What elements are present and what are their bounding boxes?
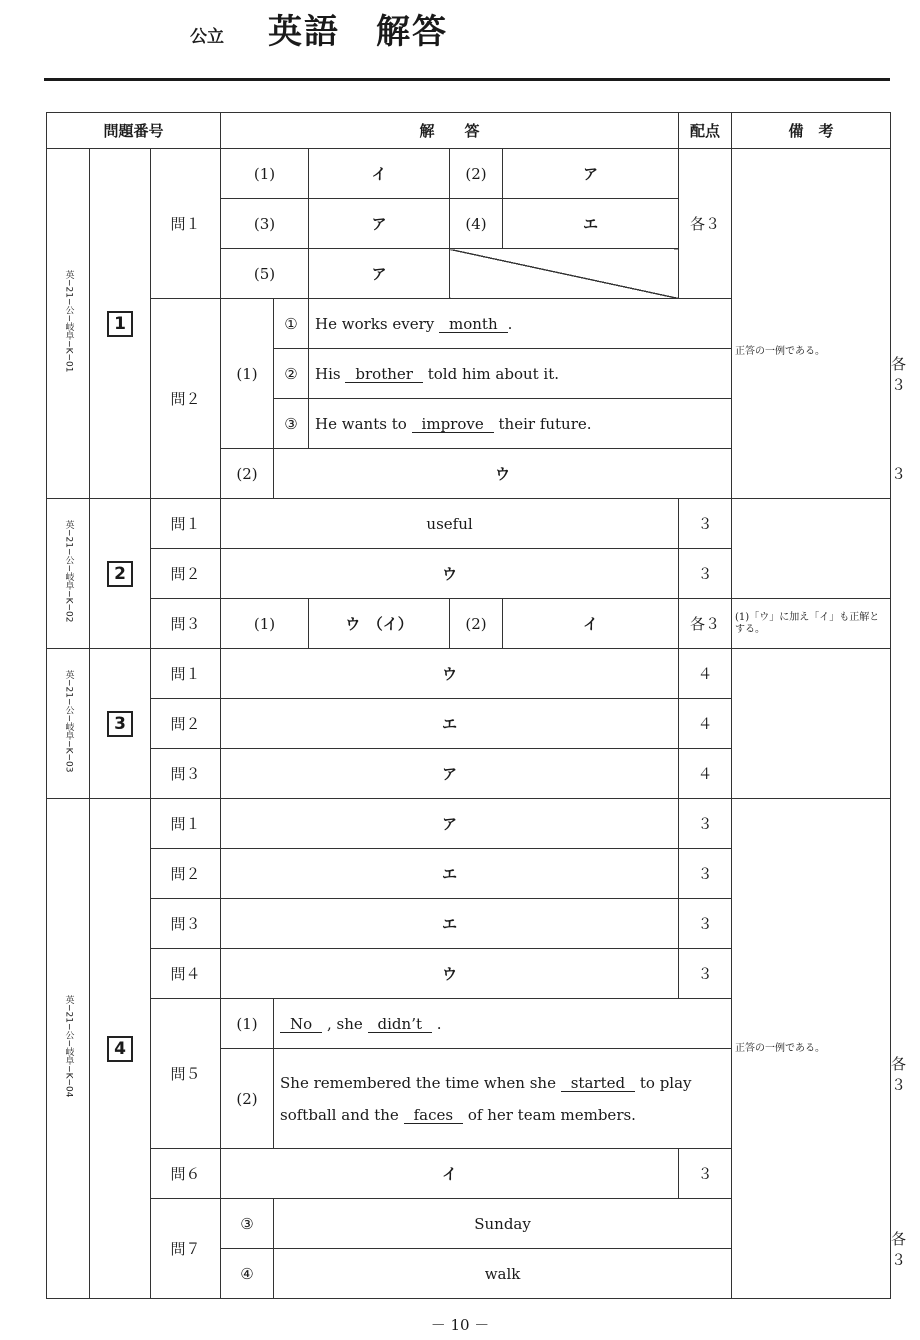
sub-label: 問５ (151, 999, 221, 1149)
answer-cell: ウ (221, 549, 679, 599)
item-number: (1) (221, 299, 274, 449)
item-number: (3) (221, 199, 309, 249)
circle-number: ② (274, 349, 309, 399)
answer-table (46, 112, 907, 1299)
sentence-answer: His brother told him about it. (309, 349, 732, 399)
sub-label: 問７ (151, 1199, 221, 1299)
item-number: (5) (221, 249, 309, 299)
answer-cell: ア (503, 149, 679, 199)
section-code: 英−21−公−岐阜−K−02 (47, 499, 90, 649)
points-cell: ３ (679, 1149, 732, 1199)
question-number: 4 (90, 799, 151, 1299)
item-number: (2) (221, 1049, 274, 1149)
answer-cell: エ (221, 899, 679, 949)
table-row (47, 149, 891, 199)
item-number: (2) (450, 599, 503, 649)
points-cell: 各３ (679, 149, 732, 299)
points-cell: ３ (679, 949, 732, 999)
answer-cell: イ (503, 599, 679, 649)
sub-label: 問１ (151, 799, 221, 849)
answer-cell: Sunday (274, 1199, 732, 1249)
table-row (47, 799, 891, 849)
points-cell: ３ (679, 499, 732, 549)
answer-cell: ウ (221, 649, 679, 699)
question-number: 2 (90, 499, 151, 649)
header-subtitle: 公立 (190, 27, 224, 47)
circle-number: ③ (221, 1199, 274, 1249)
item-number: (1) (221, 149, 309, 199)
item-number: (2) (221, 449, 274, 499)
sub-label: 問３ (151, 599, 221, 649)
answer-cell: エ (221, 699, 679, 749)
sub-label: 問６ (151, 1149, 221, 1199)
answer-cell: ア (309, 249, 450, 299)
sub-label: 問３ (151, 899, 221, 949)
page-number: － 10 － (430, 1316, 490, 1334)
item-number: (1) (221, 599, 309, 649)
sub-label: 問４ (151, 949, 221, 999)
header-title: 英語 解答 (268, 12, 448, 52)
question-number: 3 (90, 649, 151, 799)
paragraph-answer: She remembered the time when she started to play softball and the faces of her team members. (274, 1049, 732, 1149)
table-row: 問７ ③ Sunday 各３ (47, 1199, 891, 1249)
sub-label: 問３ (151, 749, 221, 799)
col-remarks: 備 考 (732, 113, 891, 149)
points-cell: ３ (679, 899, 732, 949)
sub-label: 問１ (151, 649, 221, 699)
points-cell: 各３ (679, 599, 732, 649)
circle-number: ③ (274, 399, 309, 449)
section-code: 英−21−公−岐阜−K−03 (47, 649, 90, 799)
answer-cell: イ (309, 149, 450, 199)
remark-cell (732, 499, 891, 599)
col-answer: 解 答 (221, 113, 679, 149)
points-cell: ３ (679, 849, 732, 899)
remark-cell (732, 649, 891, 799)
sentence-answer: He works every month . (309, 299, 732, 349)
section-code: 英−21−公−岐阜−K−01 (47, 149, 90, 499)
col-number: 問題番号 (47, 113, 221, 149)
answer-cell: ウ （イ） (309, 599, 450, 649)
sentence-answer: No , she didn’t . (274, 999, 732, 1049)
answer-cell: エ (221, 849, 679, 899)
page-header (44, 30, 890, 78)
points-cell: ４ (679, 649, 732, 699)
sub-label: 問２ (151, 699, 221, 749)
table-row: (2) ウ ３ (47, 449, 891, 499)
item-number: (4) (450, 199, 503, 249)
question-number: 1 (90, 149, 151, 499)
answer-cell: ア (221, 749, 679, 799)
blank-diagonal-cell (450, 249, 679, 299)
sub-label: 問２ (151, 549, 221, 599)
answer-cell: ウ (221, 949, 679, 999)
sentence-answer: He wants to improve their future. (309, 399, 732, 449)
item-number: (1) (221, 999, 274, 1049)
table-row (47, 649, 891, 699)
answer-cell: イ (221, 1149, 679, 1199)
answer-cell: useful (221, 499, 679, 549)
answer-cell: エ (503, 199, 679, 249)
circle-number: ④ (221, 1249, 274, 1299)
points-cell: ３ (679, 549, 732, 599)
header-rule (44, 78, 890, 81)
points-cell: ３ (679, 799, 732, 849)
answer-cell: ア (309, 199, 450, 249)
table-row: 問２ (1) ① He works every month . 各３ (47, 299, 891, 349)
answer-cell: ア (221, 799, 679, 849)
table-row (47, 499, 891, 549)
remark-cell: 正答の一例である。 (732, 799, 891, 1299)
table-row (47, 599, 891, 649)
table-row: 問５ (1) No , she didn’t . 各３ (47, 999, 891, 1049)
answer-cell: walk (274, 1249, 732, 1299)
sub-label: 問１ (151, 499, 221, 549)
sub-label: 問２ (151, 849, 221, 899)
remark-cell: 正答の一例である。 (732, 149, 891, 499)
sub-label: 問２ (151, 299, 221, 499)
header-row (47, 113, 891, 149)
points-cell: ４ (679, 699, 732, 749)
answer-cell: ウ (274, 449, 732, 499)
col-points: 配点 (679, 113, 732, 149)
points-cell: ４ (679, 749, 732, 799)
circle-number: ① (274, 299, 309, 349)
sub-label: 問１ (151, 149, 221, 299)
section-code: 英−21−公−岐阜−K−04 (47, 799, 90, 1299)
remark-cell: (1)「ウ」に加え「イ」も正解とする。 (732, 599, 891, 649)
item-number: (2) (450, 149, 503, 199)
